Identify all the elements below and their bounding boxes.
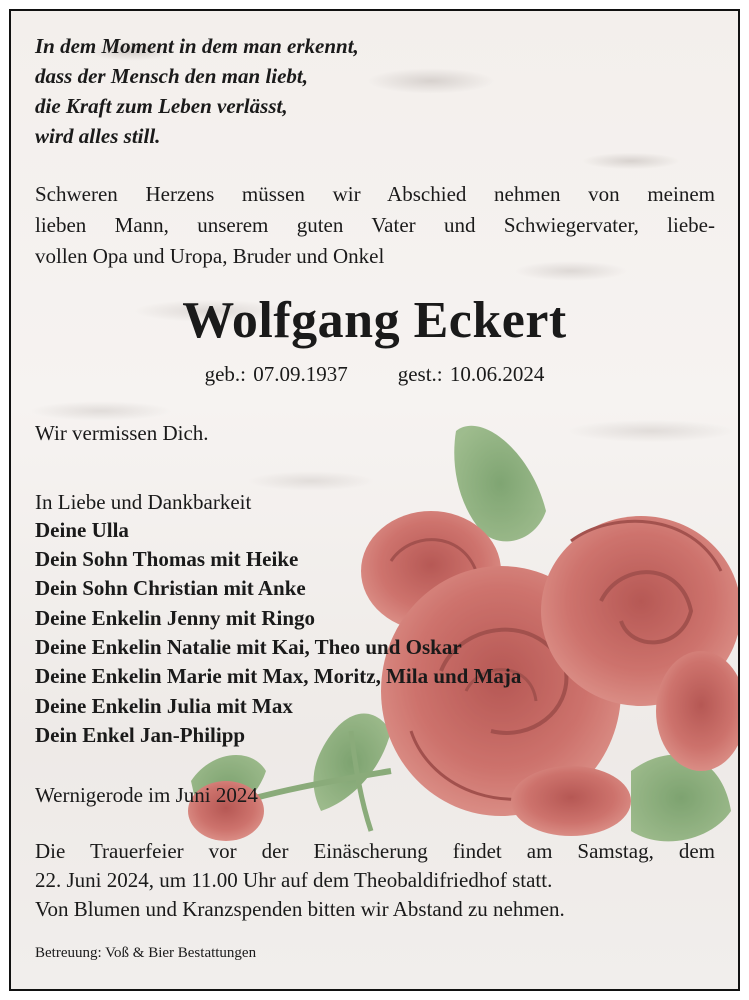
ceremony-line: Von Blumen und Kranzspenden bitten wir Abstand zu nehmen.: [35, 897, 565, 921]
love-intro: In Liebe und Dankbarkeit: [35, 490, 252, 514]
death-date: gest.: 10.06.2024: [397, 362, 545, 386]
family-member: Dein Sohn Christian mit Anke: [35, 576, 306, 600]
intro-text: [35, 179, 715, 272]
ceremony-line: 22. Juni 2024, um 11.00 Uhr auf dem Theobaldifriedhof statt.: [35, 868, 553, 892]
family-member: Deine Ulla: [35, 518, 129, 542]
obituary-card: [9, 9, 740, 991]
intro-line: lieben Mann, unserem guten Vater und Schwiegervater, liebe-: [35, 213, 715, 237]
place-date: Wernigerode im Juni 2024: [35, 783, 258, 807]
life-dates: [11, 362, 738, 387]
poem-line: wird alles still.: [35, 124, 161, 148]
family-member: Deine Enkelin Jenny mit Ringo: [35, 606, 316, 630]
intro-line: vollen Opa und Uropa, Bruder und Onkel: [35, 244, 385, 268]
poem-line: die Kraft zum Leben verlässt,: [35, 94, 288, 118]
family-member: Dein Sohn Thomas mit Heike: [35, 547, 299, 571]
ceremony-line: Die Trauerfeier vor der Einäscherung findet am Samstag, dem: [35, 839, 715, 863]
poem-line: In dem Moment in dem man erkennt,: [35, 34, 359, 58]
family-member: Deine Enkelin Marie mit Max, Moritz, Mila und Maja: [35, 664, 522, 688]
intro-line: Schweren Herzens müssen wir Abschied nehmen von meinem: [35, 182, 715, 206]
funeral-home: Betreuung: Voß & Bier Bestattungen: [35, 945, 257, 961]
family-member: Dein Enkel Jan-Philipp: [35, 723, 246, 747]
family-member: Deine Enkelin Julia mit Max: [35, 694, 293, 718]
deceased-name: Wolfgang Eckert: [182, 292, 567, 349]
birth-date: geb.: 07.09.1937: [204, 362, 348, 386]
miss-text: Wir vermissen Dich.: [35, 421, 209, 445]
family-member: Deine Enkelin Natalie mit Kai, Theo und Oskar: [35, 635, 462, 659]
poem-line: dass der Mensch den man liebt,: [35, 64, 309, 88]
